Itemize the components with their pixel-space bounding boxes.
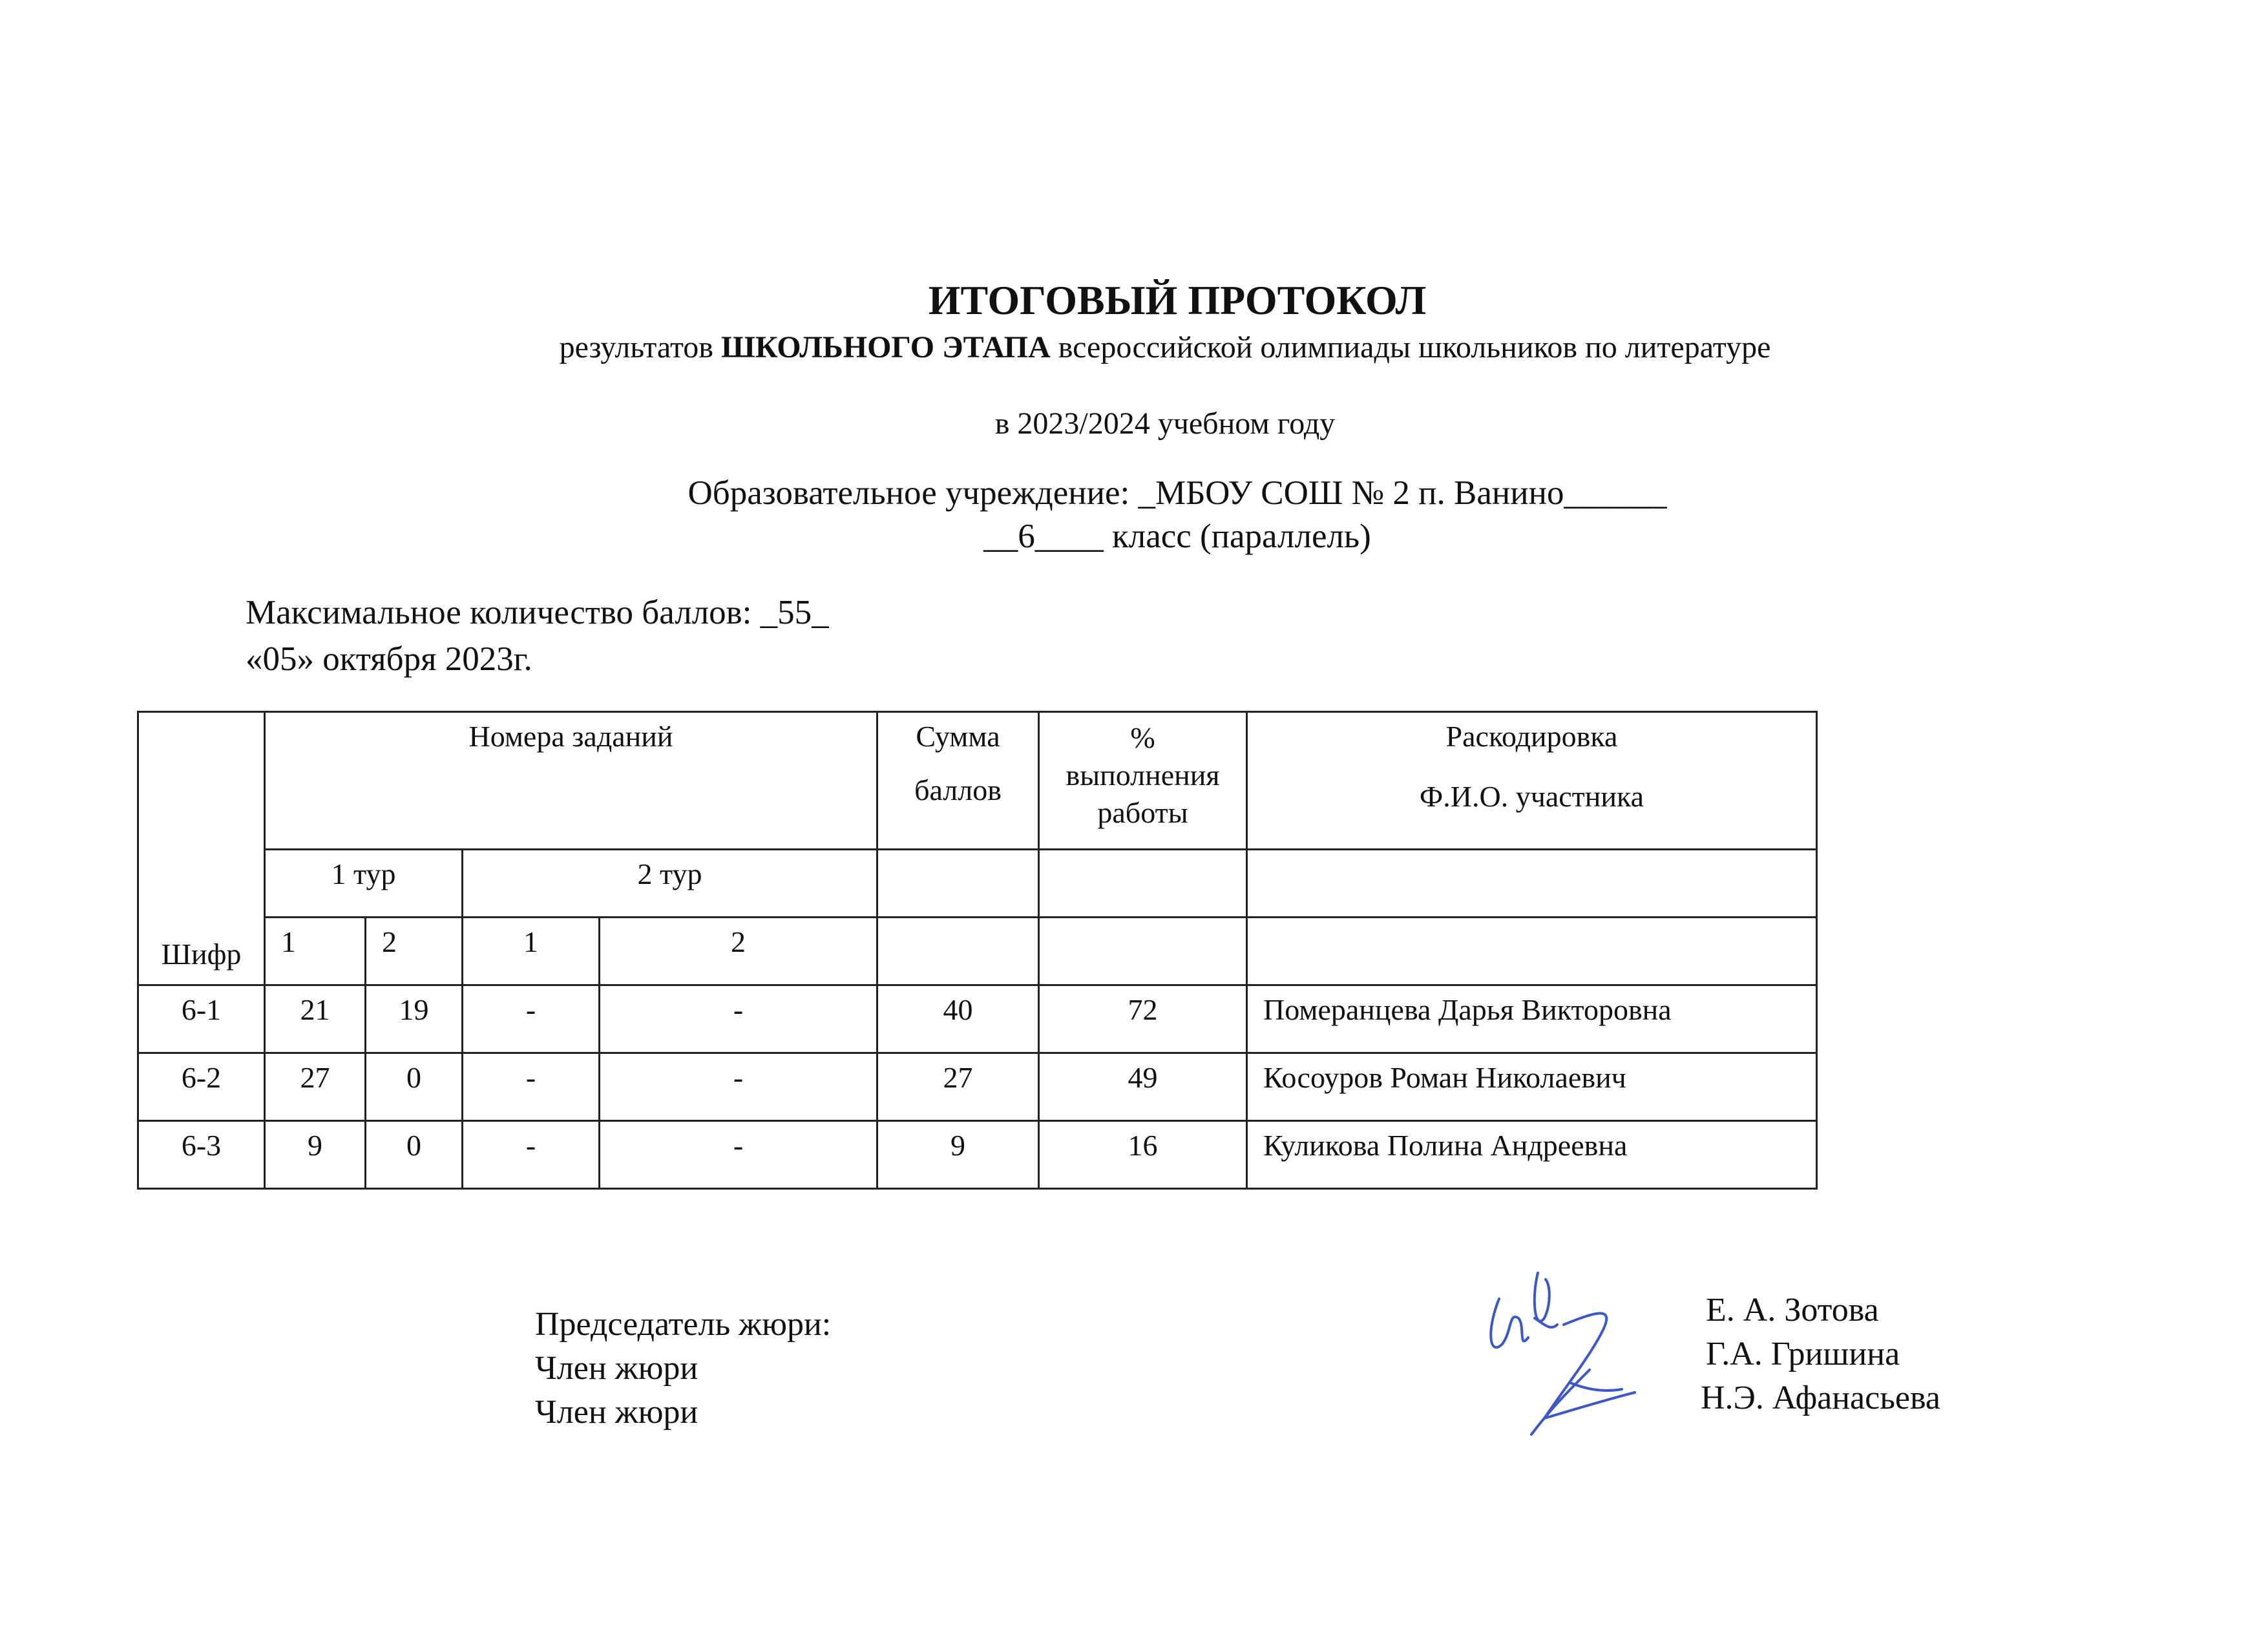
tour2-header: 2 тур	[463, 850, 877, 918]
table-row	[138, 1121, 1817, 1189]
cell-t1-2: 0	[366, 1053, 463, 1121]
cell-t2-2: -	[600, 985, 877, 1053]
cell-t2-1: -	[463, 1121, 600, 1189]
tour2-task2: 2	[600, 918, 877, 985]
institution: Образовательное учреждение: _МБОУ СОШ № 2 п. Ванино______	[688, 474, 1667, 512]
cell-t1-2: 0	[366, 1121, 463, 1189]
cell-name: Куликова Полина Андреевна	[1247, 1121, 1817, 1189]
protocol-date: «05» октября 2023г.	[246, 640, 532, 678]
cell-name: Померанцева Дарья Викторовна	[1247, 985, 1817, 1053]
header-code: Шифр	[138, 712, 265, 985]
subtitle-pre: результатов	[559, 330, 713, 364]
cell-code: 6-1	[138, 985, 265, 1053]
header-sum	[877, 712, 1039, 850]
empty-cell	[1039, 918, 1247, 985]
cell-code: 6-2	[138, 1053, 265, 1121]
table-row	[138, 985, 1817, 1053]
document-title: ИТОГОВЫЙ ПРОТОКОЛ	[928, 277, 1427, 323]
header-decode-line2: Ф.И.О. участника	[1419, 780, 1644, 813]
tour2-task1: 1	[463, 918, 600, 985]
cell-percent: 72	[1039, 985, 1247, 1053]
tour1-task1: 1	[265, 918, 366, 985]
cell-percent: 49	[1039, 1053, 1247, 1121]
academic-year: в 2023/2024 учебном году	[994, 406, 1336, 441]
results-table	[137, 711, 1818, 1190]
jury-member2-label: Член жюри	[535, 1394, 698, 1431]
jury-member1-name: Г.А. Гришина	[1706, 1336, 1900, 1372]
cell-code: 6-3	[138, 1121, 265, 1189]
header-percent-line2: выполнения	[1066, 759, 1220, 792]
cell-t1-2: 19	[366, 985, 463, 1053]
cell-sum: 27	[877, 1053, 1039, 1121]
cell-sum: 40	[877, 985, 1039, 1053]
subtitle-post: всероссийской олимпиады школьников по литературе	[1058, 330, 1771, 364]
tour-row	[138, 850, 1817, 918]
empty-cell	[1039, 850, 1247, 918]
signature-icon	[1473, 1260, 1654, 1454]
header-sum-line2: баллов	[914, 773, 1002, 806]
cell-percent: 16	[1039, 1121, 1247, 1189]
task-number-row	[138, 918, 1817, 985]
jury-chair-label: Председатель жюри:	[535, 1306, 832, 1343]
header-sum-line1: Сумма	[916, 720, 1000, 753]
header-percent-line1: %	[1130, 721, 1155, 754]
cell-t1-1: 9	[265, 1121, 366, 1189]
cell-sum: 9	[877, 1121, 1039, 1189]
table-row	[138, 1053, 1817, 1121]
tour1-task2: 2	[366, 918, 463, 985]
cell-t1-1: 21	[265, 985, 366, 1053]
cell-t2-2: -	[600, 1121, 877, 1189]
header-decode-line1: Раскодировка	[1445, 720, 1618, 753]
header-percent-line3: работы	[1097, 796, 1188, 829]
tour1-header: 1 тур	[265, 850, 463, 918]
header-decode	[1247, 712, 1817, 850]
header-row	[138, 712, 1817, 850]
empty-cell	[1247, 850, 1817, 918]
jury-member1-label: Член жюри	[535, 1350, 698, 1387]
header-tasks: Номера заданий	[265, 712, 877, 850]
document-subtitle	[560, 330, 1771, 365]
header-percent	[1039, 712, 1247, 850]
subtitle-bold: ШКОЛЬНОГО ЭТАПА	[720, 330, 1051, 364]
empty-cell	[1247, 918, 1817, 985]
cell-t2-2: -	[600, 1053, 877, 1121]
grade-level: __6____ класс (параллель)	[983, 518, 1371, 555]
cell-t2-1: -	[463, 985, 600, 1053]
empty-cell	[877, 918, 1039, 985]
max-points: Максимальное количество баллов: _55_	[246, 594, 829, 631]
cell-name: Косоуров Роман Николаевич	[1247, 1053, 1817, 1121]
jury-chair-name: Е. А. Зотова	[1706, 1292, 1879, 1329]
empty-cell	[877, 850, 1039, 918]
jury-member2-name: Н.Э. Афанасьева	[1701, 1380, 1940, 1416]
cell-t2-1: -	[463, 1053, 600, 1121]
cell-t1-1: 27	[265, 1053, 366, 1121]
